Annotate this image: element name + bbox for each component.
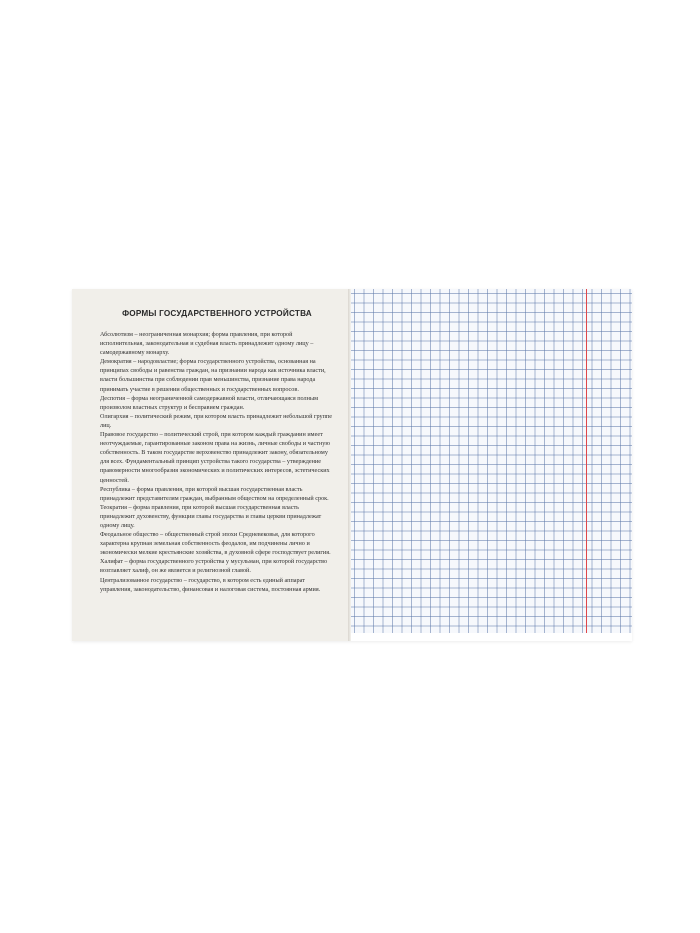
reference-page [72, 289, 348, 641]
graph-paper-grid [351, 289, 587, 633]
definition-absolutism: Абсолютизм – неограниченная монархия; форма правления, при которой исполнительная, законодательная и судебная власть принадлежит одному лицу – самодержавному монарху. [100, 331, 314, 357]
definition-oligarchy: Олигархия – политический режим, при котором власть принадлежит небольшой группе лиц. [100, 412, 332, 429]
red-margin-line [586, 289, 587, 633]
open-notebook [72, 289, 632, 641]
definition-theocracy: Теократия – форма правления, при которой высшая государственная власть принадлежит духовенству, функции главы государства и главы церкви принадлежат одному лицу. [100, 503, 322, 529]
page-title: ФОРМЫ ГОСУДАРСТВЕННОГО УСТРОЙСТВА [122, 309, 312, 318]
definition-republic: Республика – форма правления, при которой высшая государственная власть принадлежит представителям граждан, выбранным обществом на определенный срок. [100, 485, 329, 502]
grid-page [351, 289, 632, 641]
definition-centralized-state: Централизованное государство – государство, в котором есть единый аппарат управления, законодательство, финансовая и налоговая система, постоянная армия. [100, 576, 321, 593]
definitions-list [100, 330, 334, 594]
definition-despotism: Деспотия – форма неограниченной самодержавной власти, отличающаяся полным произволом властных структур и бесправием граждан. [100, 394, 319, 411]
page-bottom-edge [351, 633, 632, 641]
definition-rule-of-law-state: Правовое государство – политический строй, при котором каждый гражданин имеет неотчуждаемые, гарантированные законом права на жизнь, личные свободы и частную собственность. В таком государстве верховенство принадлежит закону, обязательному для всех. Фундаментальный принцип устройства такого государства – утверждение правомерности многообразия экономических и политических интересов, эстетических ценностей. [100, 431, 330, 484]
definition-feudal-society: Феодальное общество – общественный строй эпохи Средневековья, для которого характерна крупная земельная собственность феодалов, им подчинены лично и экономически мелкие крестьянские хозяйства, в духовной сфере господствует религия. [100, 531, 331, 557]
graph-paper-margin-grid [587, 289, 632, 633]
definition-caliphate: Халифат – форма государственного устройства у мусульман, при которой государство возглавляет халиф, он же является и религиозной главой. [100, 558, 328, 575]
definition-democracy: Демократия – народовластие; форма государственного устройства, основанная на принципах свободы и равенства граждан, на признании народа как источника власти, власти большинства при соблюдении прав меньшинства, признание права народа принимать участие в решении общественных и государственных вопросов. [100, 358, 326, 393]
